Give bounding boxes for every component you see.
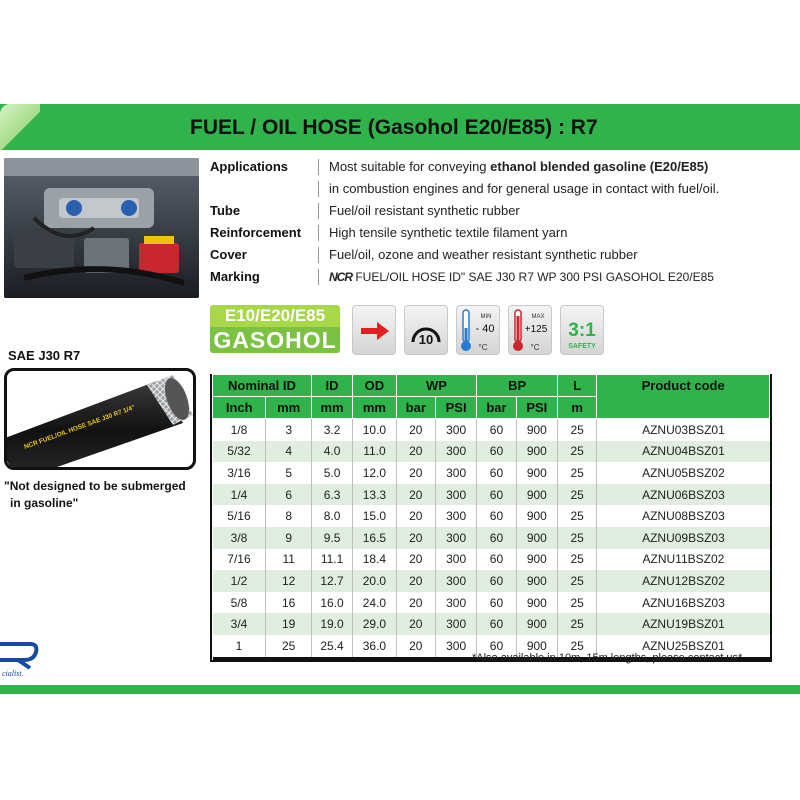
table-cell: 300: [435, 527, 476, 549]
table-cell: 25: [558, 462, 597, 484]
unit-header: mm: [266, 397, 311, 419]
min-temp-label: MIN: [480, 314, 492, 320]
table-cell: 60: [477, 635, 516, 658]
table-cell: 8.0: [311, 505, 352, 527]
unit-header: bar: [477, 397, 516, 419]
table-cell: AZNU25BSZ01: [597, 635, 770, 658]
col-header-bp: BP: [477, 375, 558, 397]
table-cell: AZNU08BSZ03: [597, 505, 770, 527]
spec-row-tube: [210, 200, 719, 222]
table-cell: 36.0: [353, 635, 396, 658]
col-header-id: ID: [311, 375, 352, 397]
table-cell: 300: [435, 549, 476, 571]
table-cell: AZNU12BSZ02: [597, 570, 770, 592]
note-line: in gasoline": [10, 496, 79, 510]
table-row: [213, 592, 770, 614]
gasohol-badge-top: E10/E20/E85: [210, 305, 340, 327]
table-cell: 20: [396, 570, 435, 592]
unit-header: Inch: [213, 397, 266, 419]
table-row: [213, 484, 770, 506]
table-cell: 1: [213, 635, 266, 658]
table-cell: 18.4: [353, 549, 396, 571]
table-cell: 11.0: [353, 441, 396, 463]
table-cell: 5/32: [213, 441, 266, 463]
unit-header: PSI: [516, 397, 557, 419]
spec-label: Marking: [210, 269, 260, 284]
max-temp-label: MAX: [531, 314, 545, 320]
spec-divider: [318, 159, 319, 175]
table-cell: 25: [558, 635, 597, 658]
table-cell: 900: [516, 462, 557, 484]
table-cell: AZNU11BSZ02: [597, 549, 770, 571]
brand-logo: [0, 638, 40, 678]
brand-logo-sub: cialist.: [2, 669, 24, 678]
spec-divider: [318, 181, 319, 197]
table-cell: 20: [396, 462, 435, 484]
table-cell: 5: [266, 462, 311, 484]
table-cell: 4: [266, 441, 311, 463]
table-cell: 20: [396, 419, 435, 441]
table-cell: 25.4: [311, 635, 352, 658]
spec-value: High tensile synthetic textile filament yarn: [329, 225, 568, 240]
spec-value-bold: ethanol blended gasoline (E20/E85): [490, 159, 709, 174]
table-cell: 11.1: [311, 549, 352, 571]
table-cell: 60: [477, 484, 516, 506]
table-cell: 29.0: [353, 613, 396, 635]
table-cell: 25: [558, 484, 597, 506]
table-cell: 60: [477, 570, 516, 592]
table-cell: 13.3: [353, 484, 396, 506]
table-row: [213, 549, 770, 571]
table-cell: 5/8: [213, 592, 266, 614]
max-temp-unit: °C: [530, 343, 540, 352]
spec-row-reinforcement: [210, 222, 719, 244]
sae-standard-label: SAE J30 R7: [8, 348, 81, 363]
min-temp-unit: °C: [478, 343, 488, 352]
table-cell: 3.2: [311, 419, 352, 441]
table-cell: 20: [396, 635, 435, 658]
table-cell: 900: [516, 505, 557, 527]
table-row: [213, 419, 770, 441]
table-cell: 20: [396, 549, 435, 571]
spec-row-applications-cont: [210, 178, 719, 200]
table-cell: 900: [516, 592, 557, 614]
unit-header: PSI: [435, 397, 476, 419]
marking-text: FUEL/OIL HOSE ID" SAE J30 R7 WP 300 PSI GASOHOL E20/E85: [355, 270, 714, 284]
col-header-wp: WP: [396, 375, 477, 397]
submerge-warning: [4, 478, 204, 512]
spec-label: Cover: [210, 247, 247, 262]
table-row: [213, 441, 770, 463]
table-cell: 60: [477, 505, 516, 527]
spec-label: [210, 178, 318, 200]
note-line: "Not designed to be submerged: [4, 479, 186, 493]
table-row: [213, 462, 770, 484]
table-cell: 25: [558, 419, 597, 441]
unit-header: mm: [311, 397, 352, 419]
spec-list: [210, 156, 719, 288]
table-cell: 4.0: [311, 441, 352, 463]
table-cell: 7/16: [213, 549, 266, 571]
table-cell: 24.0: [353, 592, 396, 614]
table-cell: 900: [516, 549, 557, 571]
min-temp-value: - 40: [475, 323, 495, 335]
table-cell: 60: [477, 441, 516, 463]
table-cell: 20: [396, 592, 435, 614]
table-cell: 300: [435, 592, 476, 614]
spec-row-cover: [210, 244, 719, 266]
table-cell: 12: [266, 570, 311, 592]
spec-row-marking: [210, 266, 719, 288]
spec-value: [329, 266, 714, 288]
flow-arrow-icon: [352, 305, 396, 355]
table-cell: 16.0: [311, 592, 352, 614]
table-cell: 60: [477, 527, 516, 549]
table-cell: 25: [558, 570, 597, 592]
table-cell: 300: [435, 484, 476, 506]
engine-photo: [4, 158, 199, 298]
table-cell: 3/4: [213, 613, 266, 635]
gasohol-badge-bottom: GASOHOL: [210, 327, 340, 353]
table-cell: 8: [266, 505, 311, 527]
table-row: [213, 570, 770, 592]
table-cell: 25: [558, 613, 597, 635]
max-temperature-icon: [508, 305, 552, 355]
table-group-header-row: [213, 375, 770, 397]
table-cell: 12.7: [311, 570, 352, 592]
table-cell: 300: [435, 505, 476, 527]
table-row: [213, 527, 770, 549]
spec-value: Fuel/oil resistant synthetic rubber: [329, 203, 520, 218]
spec-value-text: Most suitable for conveying: [329, 159, 491, 174]
safety-ratio: 3:1: [568, 320, 596, 341]
table-cell: AZNU03BSZ01: [597, 419, 770, 441]
table-cell: 16.5: [353, 527, 396, 549]
table-cell: 20: [396, 441, 435, 463]
table-cell: 1/4: [213, 484, 266, 506]
table-cell: 300: [435, 462, 476, 484]
table-cell: 300: [435, 570, 476, 592]
table-cell: 15.0: [353, 505, 396, 527]
table-cell: AZNU04BSZ01: [597, 441, 770, 463]
bend-radius-value: 10: [418, 332, 434, 347]
table-cell: 300: [435, 441, 476, 463]
table-cell: 900: [516, 484, 557, 506]
table-cell: 6: [266, 484, 311, 506]
table-cell: 300: [435, 419, 476, 441]
brand-logo-text: NCR: [329, 270, 352, 284]
table-cell: 900: [516, 613, 557, 635]
table-cell: 25: [558, 592, 597, 614]
table-cell: 60: [477, 549, 516, 571]
safety-label: SAFETY: [568, 343, 596, 350]
spec-label: Reinforcement: [210, 225, 302, 240]
gasohol-badge: [210, 305, 340, 353]
unit-header: bar: [396, 397, 435, 419]
table-cell: 60: [477, 613, 516, 635]
max-temp-value: +125: [524, 324, 548, 335]
table-cell: 9: [266, 527, 311, 549]
table-cell: 25: [558, 527, 597, 549]
table-cell: 19: [266, 613, 311, 635]
table-cell: 10.0: [353, 419, 396, 441]
min-temperature-icon: [456, 305, 500, 355]
table-cell: 900: [516, 570, 557, 592]
table-cell: 900: [516, 635, 557, 658]
spec-value: Fuel/oil, ozone and weather resistant synthetic rubber: [329, 247, 638, 262]
table-cell: 20: [396, 505, 435, 527]
table-cell: 25: [558, 505, 597, 527]
table-cell: AZNU16BSZ03: [597, 592, 770, 614]
col-header-od: OD: [353, 375, 396, 397]
table-cell: AZNU05BSZ02: [597, 462, 770, 484]
table-cell: 3/8: [213, 527, 266, 549]
hose-illustration: [4, 368, 196, 470]
table-cell: AZNU06BSZ03: [597, 484, 770, 506]
table-cell: 25: [558, 441, 597, 463]
table-cell: 900: [516, 527, 557, 549]
col-header-product-code: Product code: [597, 375, 770, 419]
table-cell: 3: [266, 419, 311, 441]
spec-value: [329, 156, 708, 178]
table-row: [213, 505, 770, 527]
table-cell: 20.0: [353, 570, 396, 592]
col-header-length: L: [558, 375, 597, 397]
spec-divider: [318, 203, 319, 219]
spec-label: Tube: [210, 203, 241, 218]
table-body: [213, 419, 770, 659]
safety-factor-icon: [560, 305, 604, 355]
page-title: FUEL / OIL HOSE (Gasohol E20/E85) : R7: [190, 116, 598, 139]
table-cell: AZNU19BSZ01: [597, 613, 770, 635]
spec-divider: [318, 247, 319, 263]
footer-band: [0, 685, 800, 694]
table-cell: 900: [516, 441, 557, 463]
table-cell: 11: [266, 549, 311, 571]
table-cell: 25: [558, 549, 597, 571]
table-cell: 300: [435, 635, 476, 658]
table-cell: 60: [477, 592, 516, 614]
page-curl-decoration: [0, 104, 40, 150]
table-cell: 3/16: [213, 462, 266, 484]
spec-value: in combustion engines and for general usage in contact with fuel/oil.: [329, 181, 720, 196]
table-cell: 5/16: [213, 505, 266, 527]
table-cell: 6.3: [311, 484, 352, 506]
table-cell: 9.5: [311, 527, 352, 549]
table-cell: 900: [516, 419, 557, 441]
table-cell: 20: [396, 484, 435, 506]
table-cell: 19.0: [311, 613, 352, 635]
table-cell: 12.0: [353, 462, 396, 484]
table-row: [213, 613, 770, 635]
table-cell: 20: [396, 527, 435, 549]
hose-print-text: NCR FUEL/OIL HOSE SAE J30 R7 1/4": [23, 404, 137, 451]
table-cell: 1/2: [213, 570, 266, 592]
col-header-nominal-id: Nominal ID: [213, 375, 312, 397]
spec-divider: [318, 269, 319, 285]
table-cell: 1/8: [213, 419, 266, 441]
unit-header: mm: [353, 397, 396, 419]
table-cell: 20: [396, 613, 435, 635]
unit-header: m: [558, 397, 597, 419]
table-cell: 60: [477, 419, 516, 441]
table-cell: 60: [477, 462, 516, 484]
table-cell: 16: [266, 592, 311, 614]
spec-label: Applications: [210, 159, 289, 174]
product-table: [210, 374, 772, 662]
spec-row-applications: [210, 156, 719, 178]
table-cell: AZNU09BSZ03: [597, 527, 770, 549]
spec-divider: [318, 225, 319, 241]
bend-radius-icon: [404, 305, 448, 355]
table-cell: 300: [435, 613, 476, 635]
table-cell: 25: [266, 635, 311, 658]
table-cell: 5.0: [311, 462, 352, 484]
availability-footnote: *Also available in 10m, 15m lengths, please contact us*: [472, 652, 743, 664]
